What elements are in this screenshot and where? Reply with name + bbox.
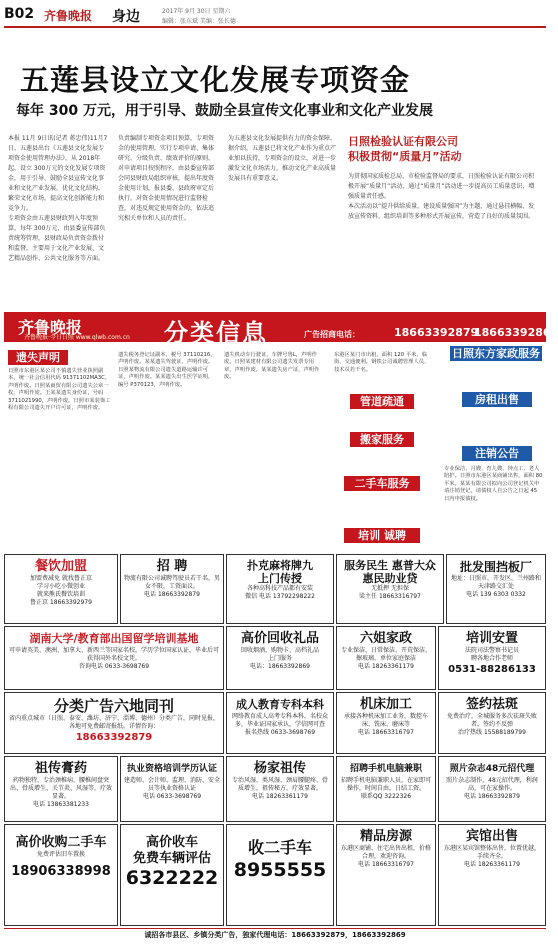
banner-logo: 齐鲁晚报 — [18, 318, 83, 337]
side-article-title: 日照检验认证有限公司 积极贯彻“质量月”活动 — [348, 135, 462, 163]
ad-certification-training: 执业资格培训学历认证 建造师、会计师、监理、消防、安全员等执业资格认证 电话 0633-3698769 — [120, 756, 224, 822]
article-subhead: 每年 300 万元，用于引导、鼓励全县宣传文化事业和文化产业发展 — [16, 103, 433, 119]
ad-loan: 服务民生 惠普大众 惠民助业贷 无抵押 无担保 梁主任 18663316797 — [336, 554, 444, 624]
category-pipe-cleaning: 管道疏通 — [350, 394, 414, 409]
ad-gift-recycling: 高价回收礼品 回收烟酒、购物卡、高档礼品 上门服务 电话：18663392869 — [226, 626, 334, 690]
issue-date: 2017年 9月 30日 星期六 — [162, 8, 231, 15]
article-column-1: 本报 11月 9日讯(记者 蒋忠伟)11月7日，五莲县出台《五莲县文化发展专项资金使用管理办法》，从 2018年起，设立 300万元的文化发展专项资金，用于引导、鼓励全县宣传文化事业和文化产业发展，优化文化结构，繁荣文化市场，提高文化创新能力和竞争力。 专项资金由五莲县财政列入年度预算，每年 300万元，由县委宣传部负责统筹管理，县财政局负责资金拨付和监督，主要用于文化产业发展、文艺精品创作、公共文化服务等方面。 — [8, 135, 108, 262]
ad-car-buying: 高价收车 免费车辆评估 6322222 — [120, 824, 224, 926]
hotline-phone-2: 18663392869 — [474, 326, 558, 339]
ad-recruitment: 招 聘 物流有限公司诚聘驾驶员若干名，男女不限，工资面议。 电话 18663392879 — [120, 554, 224, 624]
category-housekeeping: 日照东方家政服务 — [452, 347, 540, 360]
notice-column-4: 东港区某门市出租，面积 120 平米，临街，交通便利。钢铁公司诚聘管理人员、技术员若干名。 — [334, 352, 430, 373]
ad-housekeeping: 六姐家政 专业保洁、日常保洁、开荒保洁、擦玻璃、单位家庭保洁 电话 18263361179 — [336, 626, 436, 690]
staff-credits: 编辑：张东斌 美编：张长德 — [162, 18, 236, 25]
ad-freckle-removal: 签约祛斑 免费治疗，全城服务多次祛斑失败者，签约不反弹 治疗热线 15588189799 — [438, 692, 546, 754]
right-notice-list: 专业保洁、月嫂、育儿嫂、钟点工、老人陪护。日照市东港区某商铺出售，面积 80 平米。某某有限公司拟向公司登记机关申请注销登记，请债权人自公告之日起 45 日内申报债权。 — [444, 466, 543, 502]
classified-banner — [4, 312, 558, 347]
notice-column-2: 遗失税务登记证副本，税号 37110216，声明作废。某某遗失驾驶证，声明作废。日照某物流有限公司遗失道路运输许可证，声明作废。某某遗失出生医学证明，编号 P370123，声明作废。 — [118, 352, 216, 388]
ad-catering-franchise: 餐饮加盟 加盟费减免 就找鲁正京 学习小吃小微创业 就来熊氏餐饮培训 鲁正京 18663392979 — [4, 554, 118, 624]
banner-url: 齐鲁晚报·今日日照 www.qlwb.com.cn — [24, 334, 130, 341]
ad-housing: 精品房源 东港区商铺、住宅出售出租，价格合理，欢迎咨询。 电话 18663316797 — [336, 824, 436, 926]
ad-six-city-classifieds: 分类广告六地同刊 省内重点城市（日照、泰安、潍坊、济宁、淄博、德州）分类广告，同时见报，各地可免费邮寄报纸。详情咨询： 18663392879 — [4, 692, 224, 754]
article-column-2: 负责编制专项资金项目预算，专项资金的使用管理，实行专项申请、集体研究、分级负责、绩效评价的原则。对申请项目按照程序，由县委宣传部会同县财政局组织审核，提出年度资金使用计划，报县委、县政府审定后执行。对资金使用情况进行监督检查，对违反规定使用资金的，依法追究相关单位和人员的责任。 — [118, 135, 215, 222]
section-name: 身边 — [112, 9, 140, 25]
ad-photo-magazine: 照片杂志48元招代理 照片杂志制作，48元招代理，利润高，可在家操作。 电话 18663392879 — [438, 756, 546, 822]
page-footer: 诚招各市县区、乡镇分类广告，独家代理电话：18663392879，18663392869 — [4, 928, 546, 942]
ad-machining: 机床加工 承接各种机床加工业务，数控车床、铣床、磨床等 电话 18663316797 — [336, 692, 436, 754]
article-headline: 五莲县设立文化发展专项资金 — [20, 63, 411, 97]
hotline-label: 广告招商电话： — [304, 330, 360, 339]
page-header — [4, 4, 546, 28]
article-column-3: 为五莲县文化发展提供有力的资金保障。 据介绍，五莲县已将文化产业作为重点产业加以扶持，专项资金的设立，对进一步激发文化市场活力，推动文化产业高质量发展具有重要意义。 — [228, 135, 337, 182]
ad-family-remedy: 杨家祖传 专治风湿、类风湿、颈肩腰腿疼、骨质增生，祖传秘方，疗效显著。 电话 18263361179 — [226, 756, 334, 822]
ad-barrier-factory: 批发围挡板厂 地址：日照市，开发区，兰州路和天津路交汇处 电话 139 6303 0332 — [446, 554, 546, 624]
ad-used-car-buying: 高价收购二手车 免费评估旧车置换 18906338998 — [4, 824, 118, 926]
ad-plaster-medicine: 祖传膏药 药物独特，专治颈椎病、腰椎间盘突出、骨质增生、关节炎、风湿等，疗效显著。 电话 13863381233 — [4, 756, 118, 822]
category-lost-notice: 遗失声明 — [8, 350, 68, 365]
ad-used-car-collect: 收二手车 8955555 — [226, 824, 334, 926]
hotline-phone-1: 18663392879 — [394, 326, 479, 339]
side-article-body: 为贯彻国家质检总局、市检验监督局的要求，日照检验认证有限公司积极开展“质量月”活动，通过“质量月”活动进一步提高员工质量意识，增强质量责任感。 本次活动以“提升供给质量，建设质量强国”为主题，通过悬挂横幅、发放宣传资料、组织培训等多种形式开展宣传，营造了良好的质量氛围。 — [348, 173, 535, 220]
ad-hotel-sale: 宾馆出售 东港区某宾馆整体出售，位置优越，手续齐全。 电话 18263361179 — [438, 824, 546, 926]
page-number: B02 — [4, 6, 35, 22]
ad-adult-education: 成人教育专科本科 网络教育成人高考专科本科，名校众多，毕业证国家承认，学信网可查 报名热线 0633-3698769 — [226, 692, 334, 754]
category-moving: 搬家服务 — [350, 432, 414, 447]
ad-training-placement: 培训安置 法院司法警察书记员 聘各地合作老师 0531-88286133 — [438, 626, 546, 690]
category-training: 培训 诚聘 — [344, 528, 420, 543]
category-property-sale: 房租出售 — [462, 392, 532, 407]
category-used-car: 二手车服务 — [344, 476, 420, 491]
lost-notice-list: 日照市东港区某公司不慎遗失营业执照副本，统一社会信用代码 91371102MA3C，声明作废。日照某商贸有限公司遗失公章一枚，声明作废。王某某遗失身份证，号码 3711021990，声明作废。日照市某装饰工程有限公司遗失开户许可证，声明作废。 — [8, 368, 111, 412]
ad-card-tricks: 扑克麻将牌九 上门传授 各种高科技产品都有安装 微信 电话 13792298222 — [226, 554, 334, 624]
notice-column-3: 遗失机动车行驶证，车牌号鲁L，声明作废。日照某建材有限公司遗失发票专用章，声明作废。某某遗失房产证，声明作废。 — [224, 352, 320, 381]
banner-title: 分类信息 — [164, 319, 268, 347]
ad-study-abroad: 湖南大学/教育部出国留学培训基地 可申请英美、澳洲、加拿大、新西兰等国家名校，学历学位国家认证，毕业后可获得国外名校文凭。 咨询电话 0633-3698769 — [4, 626, 224, 690]
category-deregistration: 注销公告 — [462, 446, 532, 461]
newspaper-logo: 齐鲁晚报 — [44, 9, 93, 23]
ad-part-time-job: 招聘手机电脑兼职 招聘手机电脑兼职人员，在家即可操作，时间自由，日结工资。 联系QQ 3222326 — [336, 756, 436, 822]
